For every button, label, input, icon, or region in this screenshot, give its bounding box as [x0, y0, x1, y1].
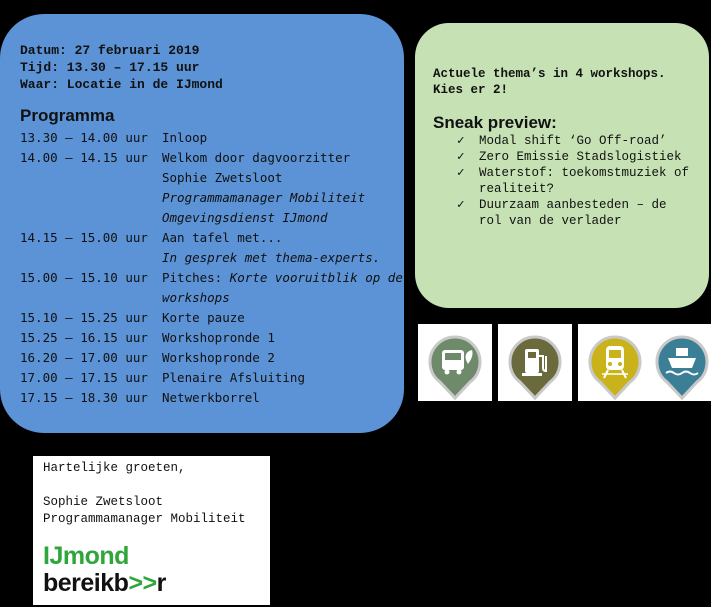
- checkmark-icon: ✓: [457, 150, 465, 164]
- themes-intro: Actuele thema’s in 4 workshops. Kies er 2!: [433, 67, 666, 97]
- list-item: ✓ Waterstof: toekomstmuziek of realiteit?: [457, 166, 690, 196]
- checkmark-icon: ✓: [457, 198, 465, 212]
- transport-icons: [418, 324, 711, 401]
- logo-bereikbaar: bereikb>>r: [43, 569, 166, 597]
- event-info: [20, 42, 223, 93]
- train-icon: [578, 324, 652, 401]
- list-item: ✓ Duurzaam aanbesteden – de rol van de verlader: [457, 198, 667, 228]
- event-time: Tijd: 13.30 – 17.15 uur: [20, 60, 200, 75]
- logo-ijmond: IJmond: [43, 542, 129, 570]
- list-item: ✓ Modal shift ‘Go Off-road’: [457, 134, 667, 148]
- program-title: Programma: [20, 106, 115, 125]
- checkmark-icon: ✓: [457, 166, 465, 180]
- signature-role: Programmamanager Mobiliteit: [43, 512, 246, 526]
- ship-icon: [652, 324, 711, 401]
- signature-name: Sophie Zwetsloot: [43, 495, 164, 509]
- signature-text: [43, 460, 246, 528]
- sneak-preview-title: Sneak preview:: [433, 113, 557, 132]
- signature-box: [33, 456, 270, 605]
- list-item: ✓ Zero Emissie Stadslogistiek: [457, 150, 682, 164]
- truck-icon: [418, 324, 492, 401]
- greeting: Hartelijke groeten,: [43, 461, 186, 475]
- event-location: Waar: Locatie in de IJmond: [20, 77, 223, 92]
- workshop-list: [457, 133, 689, 229]
- fuel-pump-icon: [498, 324, 572, 401]
- event-date: Datum: 27 februari 2019: [20, 43, 200, 58]
- checkmark-icon: ✓: [457, 134, 465, 148]
